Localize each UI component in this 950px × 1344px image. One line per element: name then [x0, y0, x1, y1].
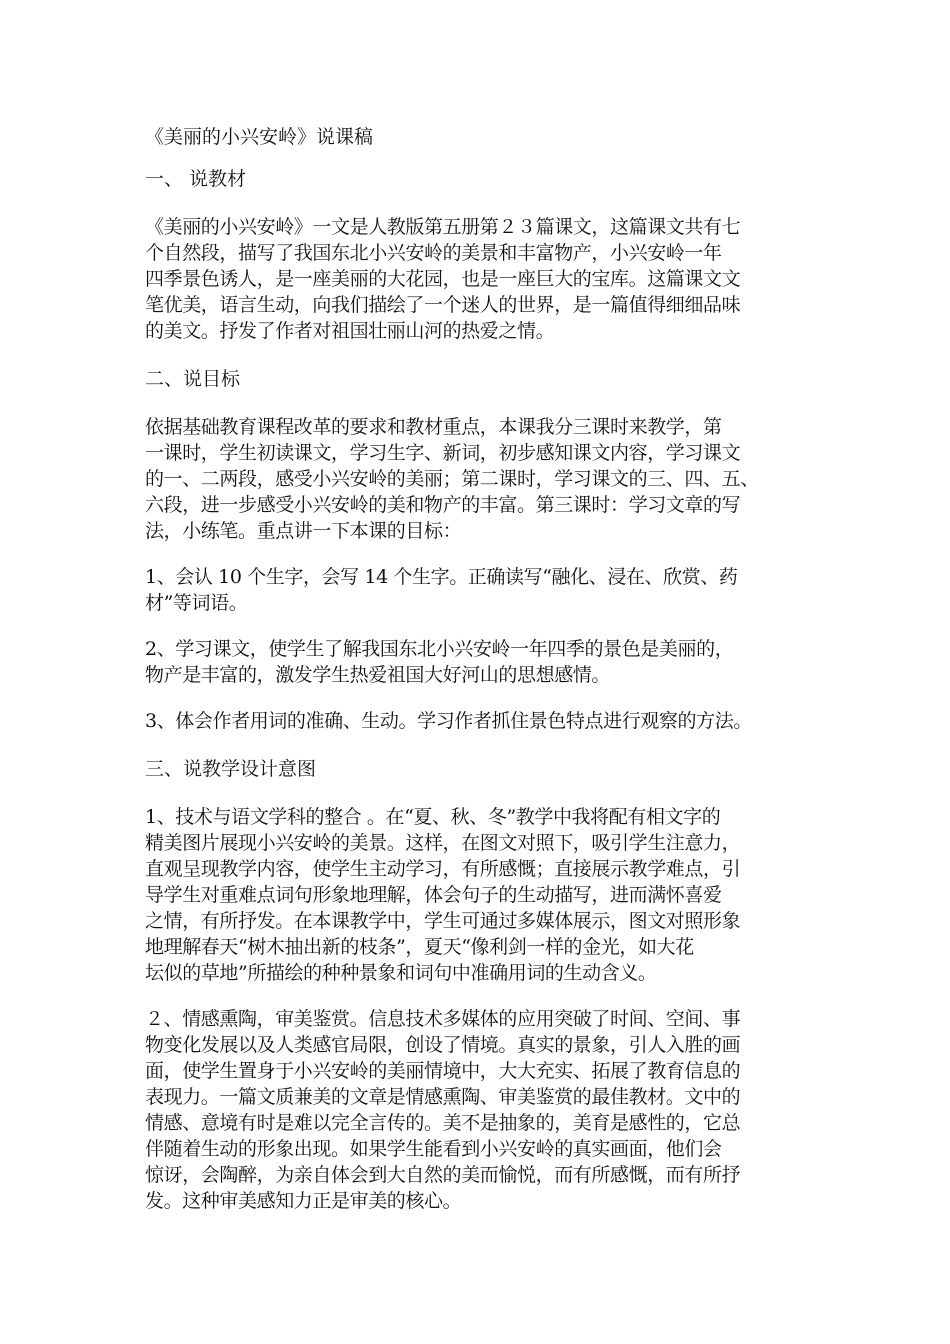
text-line: 表现力。一篇文质兼美的文章是情感熏陶、审美鉴赏的最佳教材。文中的 — [145, 1086, 741, 1108]
text-line: 导学生对重难点词句形象地理解，体会句子的生动描写，进而满怀喜爱 — [145, 884, 722, 906]
text-line: 1、技术与语文学科的整合 。在“夏、秋、冬”教学中我将配有相文字的 — [145, 806, 721, 828]
text-line: 材”等词语。 — [145, 592, 248, 614]
text-line: 惊讶，会陶醉，为亲自体会到大自然的美而愉悦，而有所感慨，而有所抒 — [145, 1164, 741, 1186]
text-line: 的美文。抒发了作者对祖国壮丽山河的热爱之情。 — [145, 320, 555, 342]
document-page — [145, 122, 820, 1214]
spacer — [145, 734, 820, 754]
text-line: 法，小练笔。重点讲一下本课的目标： — [145, 520, 462, 542]
spacer — [145, 194, 820, 214]
text-line: 伴随着生动的形象出现。如果学生能看到小兴安岭的真实画面，他们会 — [145, 1138, 722, 1160]
text-line: 《美丽的小兴安岭》一文是人教版第五册第２３篇课文，这篇课文共有七 — [145, 216, 741, 238]
spacer — [145, 544, 820, 564]
spacer — [145, 616, 820, 636]
paragraph-textbook — [145, 214, 820, 344]
text-line: 物变化发展以及人类感官局限，创设了情境。真实的景象，引人入胜的画 — [145, 1034, 741, 1056]
text-line: 地理解春天“树木抽出新的枝条”，夏天“像利剑一样的金光，如大花 — [145, 936, 694, 958]
text-line: 依据基础教育课程改革的要求和教材重点，本课我分三课时来教学，第 — [145, 416, 722, 438]
text-line: 之情，有所抒发。在本课教学中，学生可通过多媒体展示，图文对照形象 — [145, 910, 741, 932]
text-line: 情感、意境有时是难以完全言传的。美不是抽象的，美育是感性的，它总 — [145, 1112, 741, 1134]
spacer — [145, 688, 820, 708]
spacer — [145, 152, 820, 164]
text-line: 2、学习课文，使学生了解我国东北小兴安岭一年四季的景色是美丽的， — [145, 638, 734, 660]
goal-item-2 — [145, 636, 820, 688]
document-title: 《美丽的小兴安岭》说课稿 — [145, 126, 374, 148]
spacer — [145, 394, 820, 414]
text-line: 四季景色诱人，是一座美丽的大花园，也是一座巨大的宝库。这篇课文文 — [145, 268, 741, 290]
design-point-2 — [145, 1006, 820, 1214]
text-line: 物产是丰富的，激发学生热爱祖国大好河山的思想感情。 — [145, 664, 611, 686]
text-line: 1、会认 10 个生字，会写 14 个生字。正确读写“融化、浸在、欣赏、药 — [145, 566, 738, 588]
spacer — [145, 344, 820, 364]
section-heading-textbook: 一、 说教材 — [145, 168, 247, 190]
text-line: 发。这种审美感知力正是审美的核心。 — [145, 1190, 462, 1212]
paragraph-goals — [145, 414, 820, 544]
text-line: 一课时，学生初读课文，学习生字、新词，初步感知课文内容，学习课文 — [145, 442, 741, 464]
text-line: 3、体会作者用词的准确、生动。学习作者抓住景色特点进行观察的方法。 — [145, 710, 752, 732]
text-line: 笔优美，语言生动，向我们描绘了一个迷人的世界，是一篇值得细细品味 — [145, 294, 741, 316]
text-line: 六段，进一步感受小兴安岭的美和物产的丰富。第三课时：学习文章的写 — [145, 494, 741, 516]
text-line: 面，使学生置身于小兴安岭的美丽情境中，大大充实、拓展了教育信息的 — [145, 1060, 741, 1082]
goal-item-1 — [145, 564, 820, 616]
text-line: 坛似的草地”所描绘的种种景象和词句中准确用词的生动含义。 — [145, 962, 657, 984]
section-heading-design: 三、说教学设计意图 — [145, 758, 317, 780]
design-point-1 — [145, 804, 820, 986]
text-line: 直观呈现教学内容，使学生主动学习，有所感慨；直接展示教学难点，引 — [145, 858, 741, 880]
text-line: 个自然段，描写了我国东北小兴安岭的美景和丰富物产，小兴安岭一年 — [145, 242, 722, 264]
text-line: ２、情感熏陶，审美鉴赏。信息技术多媒体的应用突破了时间、空间、事 — [145, 1008, 741, 1030]
spacer — [145, 986, 820, 1006]
section-heading-goals: 二、说目标 — [145, 368, 241, 390]
spacer — [145, 784, 820, 804]
text-line: 精美图片展现小兴安岭的美景。这样，在图文对照下，吸引学生注意力， — [145, 832, 741, 854]
goal-item-3 — [145, 708, 820, 734]
text-line: 的一、二两段，感受小兴安岭的美丽；第二课时，学习课文的三、四、五、 — [145, 468, 759, 490]
